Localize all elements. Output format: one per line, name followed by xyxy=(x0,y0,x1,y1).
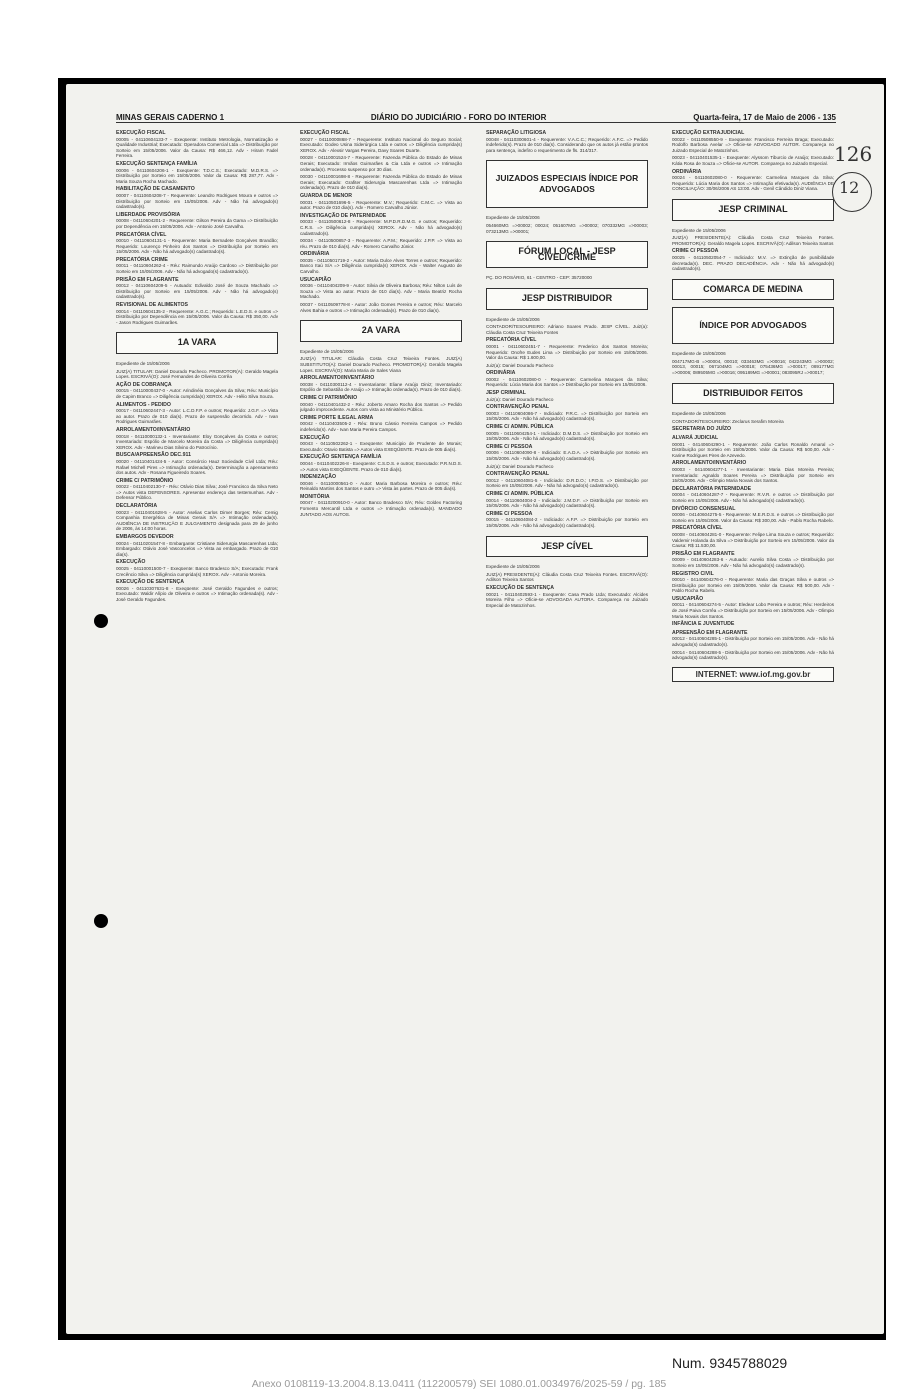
case-entry: PÇ. DO ROSÁRIO, 61 - CENTRO - CEP: 35720000 xyxy=(486,275,592,281)
newspaper-header xyxy=(116,106,836,123)
case-entry: Expediente de 15/05/2006 xyxy=(116,361,170,366)
section-heading: AÇÃO DE COBRANÇA xyxy=(116,381,172,388)
section-heading: MONITÓRIA xyxy=(300,493,330,500)
case-entry: 00020 - 04110401424-5 - Autor: Consórcio Hauz Sociedade Civil Ltda; Réu: Rafael Michell Pires => Intimação ordenada(s). Determinação a apensamento dos autos. Adv - Rosana Figueiredo Soares. xyxy=(116,458,278,476)
case-entry: 00011 - 04140604274-5 - Autor: Eledear Lobo Pereira e outros; Réu: Herdeiros de José Paiva Corrêa => Distribuição por Sorteio em 15/05/2006. Adv - Olimpio Maria Novais dos Santos. xyxy=(672,602,834,619)
section-heading: CRIME C/ PESSOA xyxy=(486,443,533,450)
case-entry: 00030 - 04110001698-8 - Requerente: Fazenda Pública do Estado de Minas Gerais; Executado: Grafiter Siderurgia Mascarenhas Ltda => Intimação ordenada(s). Prazo de 010 dia(s). xyxy=(300,174,462,191)
case-entry: 00010 - 04110604131-1 - Requerente: Maria Bernadete Gonçalves Brandão; Requerido: Lourenço Pinheiro dos Santos => Distribuição por Sorteio em 15/05/2006. Adv - Não há advogado(s) cadastrado(s). xyxy=(116,238,278,255)
section-heading: BUSCA/APREENSÃO DEC.911 xyxy=(116,452,191,459)
section-heading: CONTRAVENÇÃO PENAL xyxy=(486,471,550,478)
section-heading: ORDINÁRIA xyxy=(300,251,330,258)
section-heading: REVISIONAL DE ALIMENTOS xyxy=(116,302,188,309)
handwritten-page-number: 126 xyxy=(834,142,873,166)
case-entry: 00002 - 04110602080-0 - Requerente: Carmelina Marques da Silva; Requerido: Lúcia Maria dos Santos => Distribuição por Sorteio em 15/05/2006. xyxy=(486,376,648,388)
case-entry: Juiz(a): Daniel Dourado Pacheco xyxy=(486,463,554,469)
section-heading: REGISTRO CIVIL xyxy=(672,570,714,577)
case-entry: 00048 - 04110300601-4 - Requerente: V.A.C.C.; Requerido: A.F.C. => Pedido indeferido(s). Prazo de 010 dia(s). Considerando que os autos já estão prontos para sentença, indefiro o requerimento de fls. 314/317. xyxy=(486,136,648,153)
section-banner: DISTRIBUIDOR FEITOS xyxy=(672,383,834,405)
annex-footer: Anexo 0108119-13.2004.8.13.0411 (112200579) SEI 1080.01.0034976/2025-59 / pg. 185 xyxy=(251,1378,667,1390)
section-heading: EXECUÇÃO DE SENTENÇA xyxy=(486,584,555,591)
section-heading: DECLARATÓRIA PATERNIDADE xyxy=(672,485,752,492)
section-heading: EMBARGOS DEVEDOR xyxy=(116,534,174,541)
case-entry: 00001 - 04110602451-7 - Requerente: Frederico dos Santos Moreira; Requerido: Onofre Eudes Lima => Distribuição por Sorteio em 15/05/2006. Valor da Causa: R$ 1.600,00. xyxy=(486,343,648,361)
section-heading: PRECATÓRIA CÍVEL xyxy=(116,231,167,238)
case-entry: JUIZ(A) PRESIDENTE(A): Cláudia Costa Cruz Teixeira Fontes. ESCRIVÃ(O): Adilson Teixeira Santos xyxy=(486,571,648,583)
section-heading: HABILITAÇÃO DE CASAMENTO xyxy=(116,186,195,193)
case-entry: 00038 - 04110300112-4 - Inventariante: Eliane Araújo Diniz; Inventariado: Espólio de Sebastião de Araújo => Intimação ordenada(s). Prazo de 010 dia(s). xyxy=(300,381,462,393)
case-entry: JUIZ(A) PRESIDENTE(A): Cláudia Costa Cruz Teixeira Fontes. PROMOTOR(A): Geraldo Magela Lopes. ESCRIVÃ(O): Adilson Teixeira Santos xyxy=(672,235,834,246)
case-entry: CONTADOR/TESOUREIRO: Adriano Soares Prado. JESP CÍVEL. Juiz(a): Cláudia Costa Cruz Teixeira Fontes xyxy=(486,324,648,335)
case-entry: 00034 - 04110500857-3 - Requerente: A.P.M.; Requerido: J.P.P. => Vista ao réu. Prazo de 010 dia(s). Adv - Romero Carvalho Júnior. xyxy=(300,238,462,249)
case-entry: 00037 - 04110509778-8 - Autor: João Gomes Pereira e outros; Réu: Marcelo Alves Bahia e outros => Intimação ordenada(s). Prazo de 010 dia(s). xyxy=(300,302,462,313)
section-heading: EXECUÇÃO FISCAL xyxy=(300,130,350,136)
section-heading: EXECUÇÃO xyxy=(116,559,146,566)
case-entry: CONTADOR/TESOUREIRO: Zeclarus Serafim Moreira xyxy=(672,418,784,424)
case-entry: 00021 - 04110402593-1 - Exeqüente: Casa Prado Ltda; Executado: Alcides Moreira Filho => Oficie-se ADVOGADA AUTORA. Compareça no Juizado Especial de Matozinhos. xyxy=(486,591,648,608)
section-heading: JESP CRIMINAL xyxy=(486,390,526,397)
case-entry: Expediente de 15/05/2006 xyxy=(672,411,726,417)
section-heading: EXECUÇÃO SENTENÇA FAMÍLIA xyxy=(116,160,198,167)
section-heading: ORDINÁRIA xyxy=(672,168,702,175)
case-entry: Juiz(a): Daniel Dourado Pacheco xyxy=(486,362,554,368)
header-right: Quarta-feira, 17 de Maio de 2006 - 135 xyxy=(693,113,836,122)
case-entry: 00018 - 04110000132-1 - Inventariante: Eloy Gonçalves da Costa e outros; Inventariado: Espólio de Marcelo Moreira da Costa => Diligência cumprida(s) XEROX. Adv - Marineu Dias Silvino do Patrocínio. xyxy=(116,433,278,450)
section-heading: EXECUÇÃO DE SENTENÇA xyxy=(116,579,185,586)
case-entry: 00001 - 04140604290-1 - Requerente: João Carlos Ronaldo Amaral => Distribuição por Sorteio em 15/05/2006. Valor da Causa: R$ 500,00. Adv - Karine Rodrigues Pires de Azevedo. xyxy=(672,441,834,458)
section-heading: CRIME C/ ADMIN. PÚBLICA xyxy=(486,490,554,497)
section-heading: CRIME PORTE ILEGAL ARMA xyxy=(300,414,374,421)
handwritten-circled-number: 12 xyxy=(839,178,860,197)
section-heading: DIVÓRCIO CONSENSUAL xyxy=(672,505,736,512)
section-heading: EXECUÇÃO xyxy=(300,434,330,441)
case-entry: 00005 - 04110604254-1 - Indiciado: D.M.D.S. => Distribuição por Sorteio em 15/05/2006. Adv - Não há advogado(s) cadastrado(s). xyxy=(486,430,648,442)
case-entry: 00025 - 04110001500-7 - Exeqüente: Banco Bradesco S/A; Executado: Frank Crecêncio Silva => Diligência cumprida(s) XEROX. Adv - Antonio Moreira. xyxy=(116,566,278,577)
section-heading: PRECATÓRIA CÍVEL xyxy=(672,525,723,532)
case-entry: 00006 - 04140604275-5 - Requerente: M.E.R.D.S. e outros => Distribuição por Sorteio em 15/05/2006. Valor da Causa: R$ 300,00. Adv - Pablo Rocha Rabelo. xyxy=(672,512,834,523)
section-heading: EXECUÇÃO EXTRAJUDICIAL xyxy=(672,130,745,136)
case-entry: 00042 - 04110403505-2 - Réu: Bruno Cássio Ferreira Campos => Pedido indeferido(s). Adv - Ivan Maria Pereira Campos. xyxy=(300,421,462,432)
case-entry: 00027 - 04110000868-7 - Requerente: Instituto Nacional do Seguro Social; Executado: Godeo Usina Siderúrgica Ltda e outros => Diligência cumprida(s) XEROX. Adv - Alexsir Vargas Pereira, Davy Soares Duarte. xyxy=(300,136,462,153)
case-entry: 00033 - 04110500612-8 - Requerente: M.P.D.R.D.M.G. e outros; Requerido: C.R.S. => Diligência cumprida(s) XEROX. Adv - Não há advogado(s) cadastrado(s). xyxy=(300,219,462,236)
case-entry: 00015 - 04110000437-0 - Autor: Arindinéia Gonçalves da Silva; Réu: Município de Capim Branco => Diligência cumprida(s) XEROX. Adv - Hélio Silva Souza. xyxy=(116,388,278,399)
case-entry: 054660MG =>00002; 00024; 051607MG =>00002; 070332MG =>00003; 073213MG =>00001; xyxy=(486,222,648,234)
section-heading: EXECUÇÃO FISCAL xyxy=(116,130,166,136)
case-entry: 00012 - 04140604285-1 - Distribuição por Sorteio em 15/05/2006. Adv - Não há advogado(s) cadastrado(s). xyxy=(672,636,834,648)
case-entry: 00046 - 04110000561-0 - Autor: Maria Barbosa Moreira e outros; Réu: Reinaldo Martins dos Santos e outro => Vista às partes. Prazo de 005 dia(s). xyxy=(300,480,462,492)
section-heading: ALVARÁ JUDICIAL xyxy=(672,435,719,442)
case-entry: 00031 - 04110501696-5 - Requerente: M.V.; Requerido: C.M.C. => Vista ao autor. Prazo de 010 dia(s). Adv - Romero Carvalho Júnior. xyxy=(300,199,462,211)
header-center: DIÁRIO DO JUDICIÁRIO - FORO DO INTERIOR xyxy=(370,113,547,122)
section-banner: JESP DISTRIBUIDOR xyxy=(486,288,648,310)
column-2 xyxy=(300,128,462,519)
section-banner: 1A VARA xyxy=(116,332,278,354)
case-entry: 00026 - 04110307631-8 - Exeqüente: José Geraldo Fagundes e outros; Executado: Waldir Alípio de Oliveira e outros => Intimação ordenada(s). Adv - José Geraldo Fagundes. xyxy=(116,585,278,602)
case-entry: Expediente de 15/05/2006 xyxy=(300,348,354,354)
case-entry: 00008 - 04110604201-2 - Requerente: Gilson Pereira da Gama => Distribuição por Dependência em 15/05/2006. Adv - Antonio José Carvalho. xyxy=(116,218,278,229)
punch-hole-top xyxy=(94,614,108,628)
column-4 xyxy=(672,128,834,688)
section-heading: USUCAPIÃO xyxy=(672,595,704,602)
section-heading: CRIME C/ ADMIN. PÚBLICA xyxy=(486,424,554,431)
case-entry: 00010 - 04140604276-0 - Requerente: Maria das Graças Silva e outros => Distribuição por Sorteio em 15/05/2006. Valor da Causa: R$ 500,00. Adv - Pablo Rocha Rabelo. xyxy=(672,577,834,594)
case-entry: 00043 - 04110502262-1 - Exeqüente: Municipio de Prudente de Morais; Executado: Otavio Batista => Autos vista EXEQÜENTE. Prazo de 005 dia(s). xyxy=(300,441,462,452)
case-entry: 00025 - 04110502054-7 - Indiciado: M.V. => Extinção de punibilidade decretada(s). DEC. PRAZO DECADÊNCIA. Adv - Não há advogado(s) cadastrado(s). xyxy=(672,254,834,272)
section-heading: CONTRAVENÇÃO PENAL xyxy=(486,404,550,411)
section-banner: ÍNDICE POR ADVOGADOS xyxy=(672,307,834,344)
section-heading: PRECATÓRIA CÍVEL xyxy=(486,337,537,344)
case-entry: Expediente de 15/05/2006 xyxy=(486,316,540,322)
section-banner: JUIZADOS ESPECIAIS ÍNDICE POR ADVOGADOS xyxy=(486,160,648,208)
case-entry: 00035 - 04110501719-2 - Autor: Maria Dulce Alves Torres e outros; Requerido: Banco Itaú S/A => Diligência cumprida(s) XEROX. Adv - Walter Augusto de Carvalho. xyxy=(300,257,462,275)
case-entry: Juiz(a): Daniel Dourado Pacheco xyxy=(486,396,554,402)
case-entry: 00004 - 04140604287-7 - Requerente: R.V.R. e outros => Distribuição por Sorteio em 15/05/2006. Adv - Não há advogado(s) cadastrado(s). xyxy=(672,492,834,503)
case-entry: 00011 - 04110604262-4 - Réu: Raimundo Araújo Cardoso => Distribuição por Sorteio em 15/05/2006. Adv - Não há advogado(s) cadastrado(s). xyxy=(116,263,278,275)
case-entry: 00008 - 04140604281-0 - Requerente: Felipe Lima Souza e outros; Requerido: Valdemir Holanda da Silva => Distribuição por Sorteio em 15/05/2006. Valor da Causa: R$ 11.530,00. xyxy=(672,531,834,549)
section-banner: 2A VARA xyxy=(300,320,462,342)
section-heading: SECRETARIA DO JUÍZO xyxy=(672,426,732,433)
section-heading: ARROLAMENTO/INVENTÁRIO xyxy=(672,460,747,467)
section-heading: PRISÃO EM FLAGRANTE xyxy=(116,276,179,283)
case-entry: 00024 - 04110602080-0 - Requerente: Carmelina Marques da Silva; Requerido: Lúcia Maria dos Santos => Intimação efetivada(s). AUDIÊNCIA DE CONCILIAÇÃO: 30/06/2006 AS 13:00. Adv - Genil Cândido Diniz Viana. xyxy=(672,175,834,192)
section-heading: PRECATÓRIA CRIME xyxy=(116,256,168,263)
section-heading: CRIME C/ PATRIMÔNIO xyxy=(116,477,174,484)
case-entry: 00015 - 04110604084-2 - Indiciado: A.F.P. => Distribuição por Sorteio em 15/05/2006. Adv - Não há advogado(s) cadastrado(s). xyxy=(486,517,648,528)
section-heading: ARROLAMENTO/INVENTÁRIO xyxy=(300,375,375,382)
case-entry: 00017 - 04110602447-3 - Autor: L.C.D.F.P. e outros; Requerido: J.G.F. => Vista ao autor. Prazo de 010 dia(s). Prazo de suspensão decorrido. Adv - Ivan Rodrigues Guimarães. xyxy=(116,408,278,425)
section-heading: PRISÃO EM FLAGRANTE xyxy=(672,550,735,557)
case-entry: Expediente de 15/05/2006 xyxy=(672,227,726,233)
case-entry: 00003 - 04110604086-7 - Indiciado: P.R.C. => Distribuição por Sorteio em 15/05/2006. Adv - Não há advogado(s) cadastrado(s). xyxy=(486,410,648,422)
case-entry: 00005 - 04110604133-7 - Exeqüente: Instituto Metrologia, Normatização e Qualidade Industrial; Executado: Operadora Comercial Ltda => Distribuição por Sorteio em 15/05/2006. Valor da Causa: R$ 466,12. Adv - Hiram Fadel Ferreira. xyxy=(116,136,278,159)
case-entry: Expediente de 15/05/2006 xyxy=(486,215,540,221)
case-entry: 00003 - 04140604277-1 - Inventariante: Maria Dias Moreira Pereira; Inventariado: Agnaldo Soares Pereira => Distribuição por Sorteio em 15/05/2006. Adv - Olimpio Maria Novais dos Santos. xyxy=(672,467,834,484)
case-entry: 00044 - 04110402226-8 - Exeqüente: C.S.D.S. e outros; Executado: P.R.N.D.S. => Autos vista EXEQÜENTE. Prazo de 010 dia(s). xyxy=(300,460,462,472)
case-entry: 00012 - 04110604081-5 - Indiciado: D.R.D.O.; I.P.D.S. => Distribuição por Sorteio em 15/05/2006. Adv - Não há advogado(s) cadastrado(s). xyxy=(486,477,648,489)
section-heading: USUCAPIÃO xyxy=(300,276,332,283)
case-entry: 00006 - 04110604206-1 - Exeqüente: T.D.C.S.; Executado: M.D.R.S. => Distribuição por Sorteio em 15/05/2006. Valor da Causa: R$ 287,77. Adv - Maria Souza Rocha Machado. xyxy=(116,167,278,184)
section-heading: APREENSÃO EM FLAGRANTE xyxy=(672,629,748,636)
section-heading: CRIME C/ PESSOA xyxy=(486,510,533,517)
section-banner: COMARCA DE MEDINA xyxy=(672,279,834,301)
case-entry: 00023 - 04110401535-1 - Exeqüente: Alyssom Tiburcio de Araújo; Executado: Kátia Rosa de Souza => Oficie-se AUTOR. Compareça no Juizado Especial. xyxy=(672,155,834,166)
section-heading: SEPARAÇÃO LITIGIOSA xyxy=(486,130,547,136)
section-banner: JESP CÍVEL xyxy=(486,536,648,558)
case-entry: 00014 - 04110604135-2 - Requerente: A.G.C.; Requerido: L.E.D.S. e outros => Distribuição por Dependência em 15/05/2006. Valor da Causa: R$ 350,00. Adv - Jason Rodrigues Guimarães. xyxy=(116,308,278,325)
case-entry: 00007 - 04110604208-7 - Requerente: Leandro Rodrigues Moura e outros => Distribuição por Sorteio em 15/05/2006. Adv - Não há advogado(s) cadastrado(s). xyxy=(116,192,278,210)
case-entry: 00040 - 04110401432-2 - Réu: Joberto Amaro Rocha dos Santos => Pedido julgado improcedente. Autos com vista ao Ministério Público. xyxy=(300,401,462,413)
case-entry: JUIZ(A) TITULAR: Cláudia Costa Cruz Teixeira Fontes. JUIZ(A) SUBSTITUTO(A): Daniel Dourado Pacheco. PROMOTOR(A): Geraldo Magela Lopes. ESCRIVÃ(O): Maria Maria de Sales Viana xyxy=(300,356,462,373)
case-entry: 00014 - 04110604004-2 - Indiciado: J.M.D.F. => Distribuição por Sorteio em 15/05/2006. Adv - Não há advogado(s) cadastrado(s). xyxy=(486,497,648,509)
section-heading: EXECUÇÃO SENTENÇA FAMÍLIA xyxy=(300,454,382,461)
section-heading: ARROLAMENTO/INVENTÁRIO xyxy=(116,426,191,433)
scanned-page-frame xyxy=(58,78,886,1340)
section-banner: JESP CRIMINAL xyxy=(672,199,834,221)
section-heading: LIBERDADE PROVISÓRIA xyxy=(116,211,181,218)
section-heading: ALIMENTOS - PEDIDO xyxy=(116,401,171,408)
case-entry: 00047 - 04110200910-0 - Autor: Banco Bradesco S/A; Réu: Goldex Factoring Fomento Mercantil Ltda e outros => Intimação ordenada(s). MANDADO JUNTADO AOS AUTOS. xyxy=(300,500,462,517)
case-entry: Expediente de 15/05/2006 xyxy=(672,351,726,357)
section-heading: ORDINÁRIA xyxy=(486,370,516,377)
case-entry: 00014 - 04140604288-5 - Distribuição por Sorteio em 15/05/2006. Adv - Não há advogado(s) cadastrado(s). xyxy=(672,649,834,661)
section-banner: FÓRUM LOCAL - JESP CÍVEL/CRIME xyxy=(486,241,648,268)
column-1 xyxy=(116,128,278,605)
case-entry: 00022 - 04110508550-9 - Exeqüente: Francisco Ferreira Braga; Executado: Rodolfo Barbosa Avelar => Oficie-se ADVOGADO AUTOR. Compareça no Juizado Especial de Matozinhos. xyxy=(672,136,834,153)
case-entry: 00006 - 04110604090-8 - Indiciado: E.A.D.A. => Distribuição por Sorteio em 15/05/2006. Adv - Não há advogado(s) cadastrado(s). xyxy=(486,450,648,461)
case-entry: JUIZ(A) TITULAR: Daniel Dourado Pacheco. PROMOTOR(A): Geraldo Magela Lopes. ESCRIVÃ(O): José Fernandes de Oliveira Corrêa xyxy=(116,368,278,380)
section-heading: INVESTIGAÇÃO DE PATERNIDADE xyxy=(300,212,387,219)
case-entry: 004717MG-B =>00004, 00010; 033463MG =>00016; 042243MG =>00002; 00013, 00015; 067104MG =>00018; 075436MG =>00017; 089177MG =>00006; 089505MG =>00016; 095189MG =>00001; 083095RJ =>00017; xyxy=(672,358,834,376)
case-entry: Expediente de 15/05/2006 xyxy=(486,564,540,570)
case-entry: 00028 - 04110001524-7 - Requerente: Fazenda Pública do Estado de Minas Gerais; Executado: Irmãos Guimarães & Cia Ltda e outros => Intimação ordenada(s). Processo suspenso por 30 dias. xyxy=(300,155,462,172)
section-heading: INFÂNCIA E JUVENTUDE xyxy=(672,621,735,628)
column-3 xyxy=(486,128,648,610)
section-heading: GUARDA DE MENOR xyxy=(300,192,352,199)
case-entry: 00023 - 04110401628-5 - Autor: Aselias Carlos Dimer Borges; Réu: Cemig Companhia Energética de Minas Gerais S/A => Intimação ordenada(s). AUDIÊNCIA DE INSTRUÇÃO E JULGAMENTO designada para 29 de junho de 2006, às 14:00 horas. xyxy=(116,509,278,532)
case-entry: 00036 - 04110404209-9 - Autor: Silvia de Oliveira Barbosa; Réu: Nilton Luís de Souza => Vista ao autor. Prazo de 010 dia(s). Adv - Maria Beatriz Rocha Machado. xyxy=(300,283,462,300)
section-heading: CRIME C/ PATRIMÔNIO xyxy=(300,394,358,401)
punch-hole-bottom xyxy=(94,914,108,928)
internet-banner: INTERNET: www.iof.mg.gov.br xyxy=(672,667,834,683)
document-number-stamp: Num. 9345788029 xyxy=(672,1355,788,1371)
section-heading: DECLARATÓRIA xyxy=(116,503,158,510)
section-heading: CRIME C/ PESSOA xyxy=(672,248,719,255)
newspaper-page xyxy=(66,84,884,1334)
section-heading: INDENIZAÇÃO xyxy=(300,474,337,481)
case-entry: 00012 - 04110604209-5 - Autuado: Edivaldo José de Souza Machado => Distribuição por Sorteio em 15/05/2006. Adv - Não há advogado(s) cadastrado(s). xyxy=(116,283,278,300)
case-entry: 00009 - 04140604283-6 - Autuado: Aurelio Silva Costa => Distribuição por Sorteio em 15/05/2006. Adv - Não há advogado(s) cadastrado(s). xyxy=(672,557,834,568)
header-left: MINAS GERAIS CADERNO 1 xyxy=(116,113,225,122)
case-entry: 00022 - 04110402130-7 - Réu: Otávio Dias Silva; José Francisco da Silva Neto => Autos vista DEFENSORES. Apresentar endereço das testemunhas. Adv - Defensor Público. xyxy=(116,484,278,501)
case-entry: 00024 - 04110201547-8 - Embargante: Cristiane Siderurgia Mascarenhas Ltda; Embargado: Otávio José Vasconcelos => Vista ao embargado. Prazo de 010 dia(s). xyxy=(116,540,278,557)
